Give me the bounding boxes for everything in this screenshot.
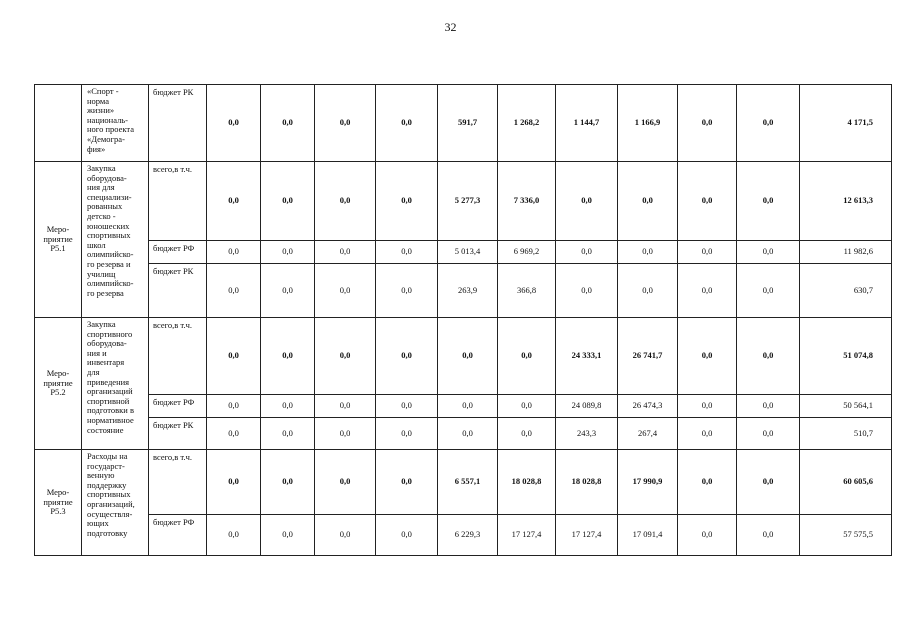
value-cell: 0,0 <box>678 85 737 162</box>
value-cell: 0,0 <box>376 264 438 318</box>
value-cell: 0,0 <box>376 395 438 418</box>
value-cell: 5 013,4 <box>438 241 498 264</box>
value-cell: 0,0 <box>315 418 376 450</box>
value-cell: 0,0 <box>678 318 737 395</box>
value-cell: 0,0 <box>438 318 498 395</box>
table-row <box>35 264 892 318</box>
value-cell: 0,0 <box>376 85 438 162</box>
value-cell: 0,0 <box>207 162 261 241</box>
value-cell: 0,0 <box>207 418 261 450</box>
value-cell: 0,0 <box>737 515 800 556</box>
value-cell: 0,0 <box>315 515 376 556</box>
table-row <box>35 450 892 515</box>
value-cell: 18 028,8 <box>556 450 618 515</box>
value-cell: 0,0 <box>315 162 376 241</box>
table-row <box>35 515 892 556</box>
value-cell: 0,0 <box>261 241 315 264</box>
value-cell: 0,0 <box>737 162 800 241</box>
value-cell: 0,0 <box>737 395 800 418</box>
value-cell: 0,0 <box>207 241 261 264</box>
total-value-cell: 60 605,6 <box>800 450 892 515</box>
value-cell: 0,0 <box>618 241 678 264</box>
value-cell: 0,0 <box>261 450 315 515</box>
value-cell: 0,0 <box>737 241 800 264</box>
value-cell: 0,0 <box>376 318 438 395</box>
value-cell: 0,0 <box>556 162 618 241</box>
value-cell: 0,0 <box>261 162 315 241</box>
value-cell: 0,0 <box>207 450 261 515</box>
description-cell: «Спорт - норма жизни» националь- ного проекта «Демогра- фия» <box>82 85 149 162</box>
description-cell: Закупка спортивного оборудова- ния и инвентаря для приведения организаций спортивной подготовки в нормативное состояние <box>82 318 149 450</box>
total-value-cell: 12 613,3 <box>800 162 892 241</box>
total-value-cell: 57 575,5 <box>800 515 892 556</box>
value-cell: 0,0 <box>315 450 376 515</box>
value-cell: 0,0 <box>207 515 261 556</box>
table-row <box>35 318 892 395</box>
value-cell: 26 741,7 <box>618 318 678 395</box>
value-cell: 18 028,8 <box>498 450 556 515</box>
value-cell: 0,0 <box>438 395 498 418</box>
value-cell: 0,0 <box>498 395 556 418</box>
value-cell: 1 166,9 <box>618 85 678 162</box>
funding-source-cell: бюджет РК <box>149 264 207 318</box>
value-cell: 6 229,3 <box>438 515 498 556</box>
value-cell: 0,0 <box>261 85 315 162</box>
value-cell: 0,0 <box>737 318 800 395</box>
budget-table <box>34 84 892 556</box>
table-row <box>35 395 892 418</box>
value-cell: 24 089,8 <box>556 395 618 418</box>
value-cell: 0,0 <box>376 241 438 264</box>
value-cell: 0,0 <box>498 418 556 450</box>
value-cell: 0,0 <box>261 264 315 318</box>
funding-source-cell: всего,в т.ч. <box>149 450 207 515</box>
total-value-cell: 510,7 <box>800 418 892 450</box>
value-cell: 26 474,3 <box>618 395 678 418</box>
value-cell: 0,0 <box>678 264 737 318</box>
funding-source-cell: бюджет РФ <box>149 395 207 418</box>
value-cell: 263,9 <box>438 264 498 318</box>
measure-r5-1-label: Меро- приятие Р5.1 <box>35 162 82 318</box>
value-cell: 0,0 <box>678 395 737 418</box>
value-cell: 0,0 <box>315 264 376 318</box>
value-cell: 0,0 <box>737 450 800 515</box>
value-cell: 0,0 <box>678 450 737 515</box>
funding-source-cell: всего,в т.ч. <box>149 318 207 395</box>
funding-source-cell: бюджет РК <box>149 418 207 450</box>
measure-cell-continuation <box>35 85 82 162</box>
value-cell: 0,0 <box>207 318 261 395</box>
value-cell: 0,0 <box>261 395 315 418</box>
total-value-cell: 4 171,5 <box>800 85 892 162</box>
value-cell: 0,0 <box>678 515 737 556</box>
value-cell: 6 557,1 <box>438 450 498 515</box>
value-cell: 17 091,4 <box>618 515 678 556</box>
value-cell: 0,0 <box>678 418 737 450</box>
page-number: 32 <box>444 20 457 34</box>
total-value-cell: 630,7 <box>800 264 892 318</box>
value-cell: 0,0 <box>678 162 737 241</box>
value-cell: 7 336,0 <box>498 162 556 241</box>
table-row <box>35 162 892 241</box>
value-cell: 0,0 <box>315 395 376 418</box>
value-cell: 267,4 <box>618 418 678 450</box>
value-cell: 0,0 <box>207 395 261 418</box>
value-cell: 243,3 <box>556 418 618 450</box>
value-cell: 0,0 <box>315 241 376 264</box>
value-cell: 6 969,2 <box>498 241 556 264</box>
value-cell: 0,0 <box>618 264 678 318</box>
value-cell: 591,7 <box>438 85 498 162</box>
total-value-cell: 51 074,8 <box>800 318 892 395</box>
value-cell: 366,8 <box>498 264 556 318</box>
value-cell: 0,0 <box>376 515 438 556</box>
value-cell: 0,0 <box>207 85 261 162</box>
description-cell: Расходы на государст- венную поддержку спортивных организаций, осуществля- ющих подготовку <box>82 450 149 556</box>
value-cell: 0,0 <box>618 162 678 241</box>
value-cell: 0,0 <box>376 418 438 450</box>
funding-source-cell: всего,в т.ч. <box>149 162 207 241</box>
total-value-cell: 11 982,6 <box>800 241 892 264</box>
value-cell: 0,0 <box>498 318 556 395</box>
value-cell: 0,0 <box>438 418 498 450</box>
table-row <box>35 418 892 450</box>
value-cell: 0,0 <box>376 450 438 515</box>
measure-r5-2-label: Меро- приятие Р5.2 <box>35 318 82 450</box>
value-cell: 0,0 <box>678 241 737 264</box>
value-cell: 0,0 <box>737 418 800 450</box>
value-cell: 0,0 <box>737 85 800 162</box>
table-row <box>35 241 892 264</box>
value-cell: 17 990,9 <box>618 450 678 515</box>
measure-r5-3-label: Меро- приятие Р5.3 <box>35 450 82 556</box>
value-cell: 0,0 <box>376 162 438 241</box>
description-cell: Закупка оборудова- ния для специализи- рованных детско - юношеских спортивных школ олимпийско- го резерва и училищ олимпийско- го резерва <box>82 162 149 318</box>
funding-source-cell: бюджет РФ <box>149 241 207 264</box>
value-cell: 0,0 <box>556 264 618 318</box>
value-cell: 0,0 <box>737 264 800 318</box>
funding-source-cell: бюджет РК <box>149 85 207 162</box>
value-cell: 0,0 <box>315 318 376 395</box>
value-cell: 1 144,7 <box>556 85 618 162</box>
value-cell: 0,0 <box>261 515 315 556</box>
value-cell: 24 333,1 <box>556 318 618 395</box>
value-cell: 0,0 <box>556 241 618 264</box>
value-cell: 0,0 <box>315 85 376 162</box>
value-cell: 0,0 <box>261 418 315 450</box>
value-cell: 17 127,4 <box>498 515 556 556</box>
value-cell: 0,0 <box>261 318 315 395</box>
value-cell: 1 268,2 <box>498 85 556 162</box>
value-cell: 0,0 <box>207 264 261 318</box>
table-row <box>35 85 892 162</box>
value-cell: 17 127,4 <box>556 515 618 556</box>
funding-source-cell: бюджет РФ <box>149 515 207 556</box>
value-cell: 5 277,3 <box>438 162 498 241</box>
total-value-cell: 50 564,1 <box>800 395 892 418</box>
